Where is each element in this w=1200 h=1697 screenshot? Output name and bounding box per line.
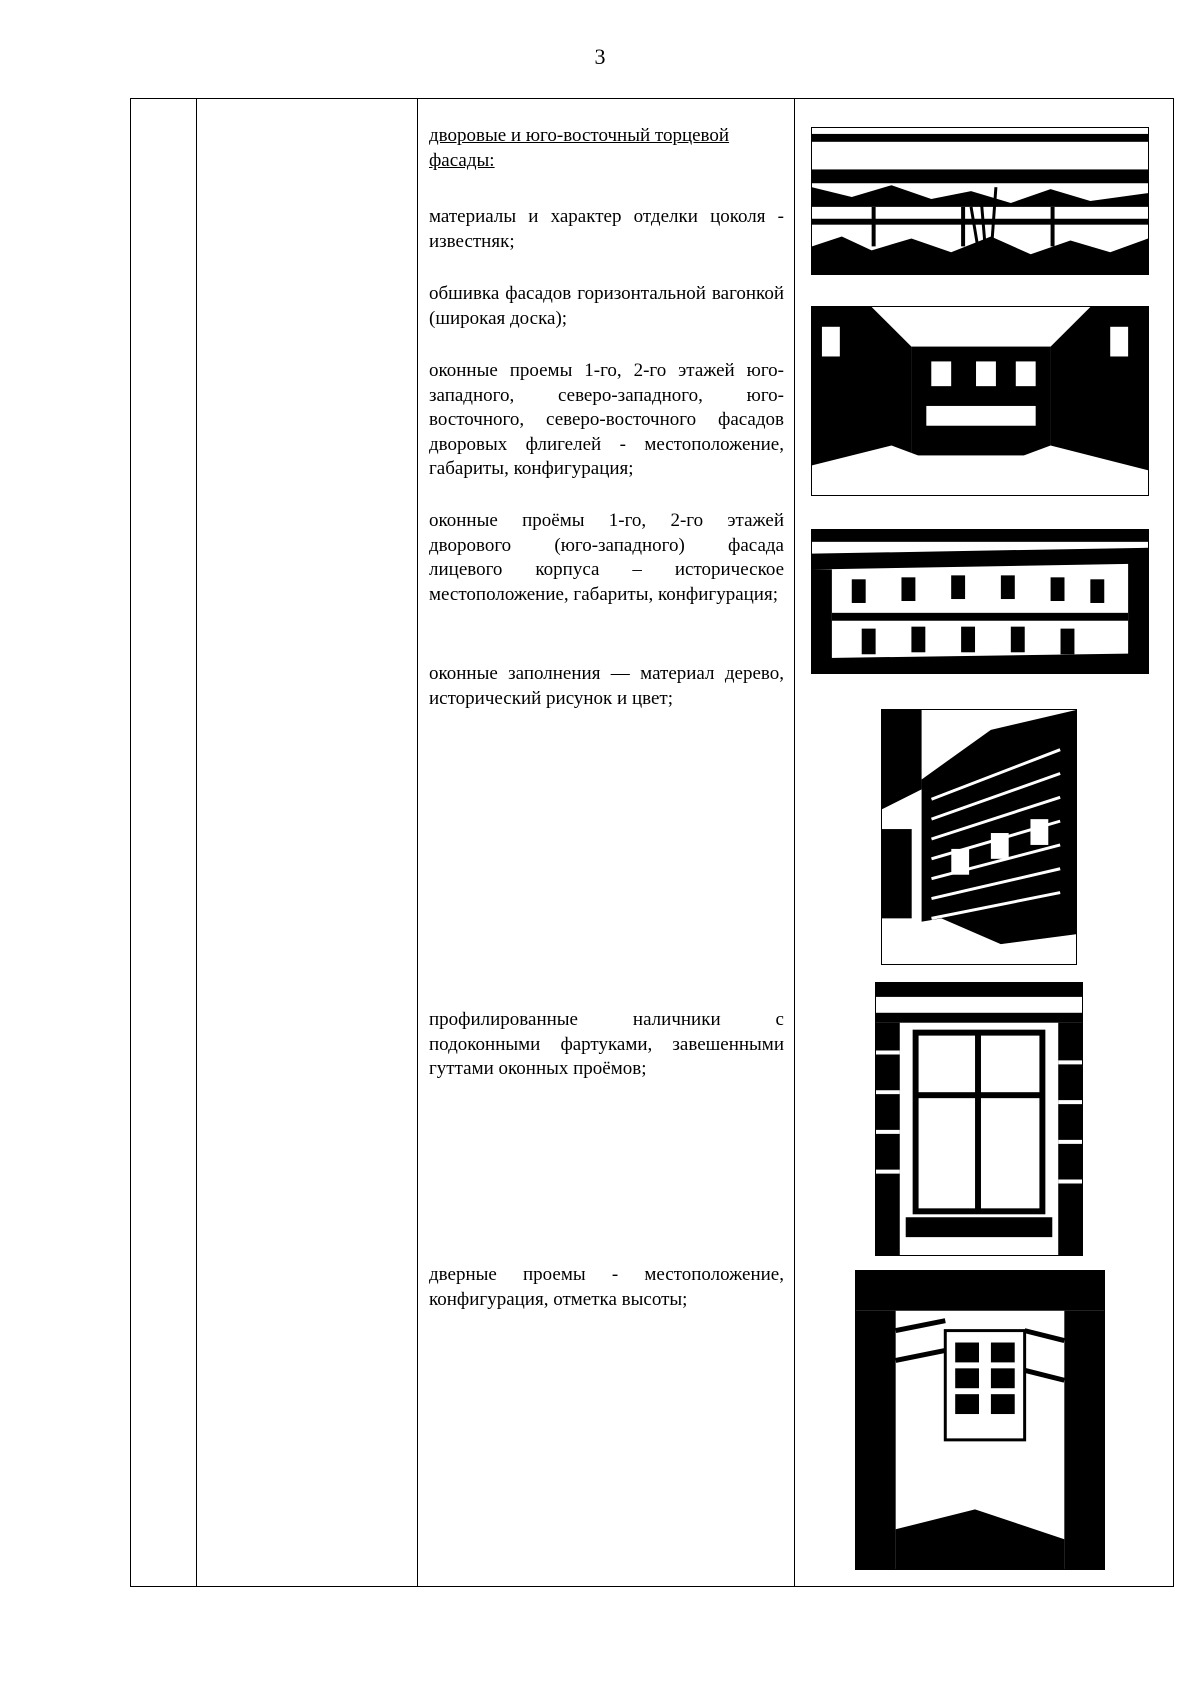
paragraph-cladding: обшивка фасадов горизонтальной вагонкой (широкая доска);: [429, 283, 784, 329]
paragraph-window-fillings: оконные заполнения — материал дерево, исторический рисунок и цвет;: [429, 663, 784, 709]
section-heading: дворовые и юго-восточный торцевой фасады:: [429, 125, 730, 171]
paragraph-casings: профилированные наличники с подоконными фартуками, завешенными гуттами оконных проёмов;: [429, 1009, 784, 1079]
paragraph-doors: дверные проемы - местоположение, конфигурация, отметка высоты;: [429, 1264, 784, 1310]
column-divider: [794, 99, 795, 1586]
page-number: 3: [594, 44, 606, 69]
paragraph-plinth: материалы и характер отделки цоколя - известняк;: [429, 206, 784, 252]
wooden-wing-corner-photo: [881, 709, 1077, 965]
column-divider: [196, 99, 197, 1586]
main-building-courtyard-facade-photo: [811, 529, 1149, 674]
paragraph-wing-windows: оконные проемы 1-го, 2-го этажей юго-западного, северо-западного, юго-восточного, северо-восточного фасадов дворовых флигелей - местоположение, габариты, конфигурация;: [429, 360, 784, 479]
courtyard-facades-photo: [811, 306, 1149, 496]
paragraph-main-windows: оконные проёмы 1-го, 2-го этажей дворового (юго-западного) фасада лицевого корпуса – историческое местоположение, габариты, конфигурация;: [429, 510, 784, 605]
column-divider: [417, 99, 418, 1586]
heritage-table: [130, 98, 1174, 1587]
plinth-limestone-photo: [811, 127, 1149, 275]
window-frame-photo: [875, 982, 1083, 1256]
door-opening-photo: [855, 1270, 1105, 1570]
